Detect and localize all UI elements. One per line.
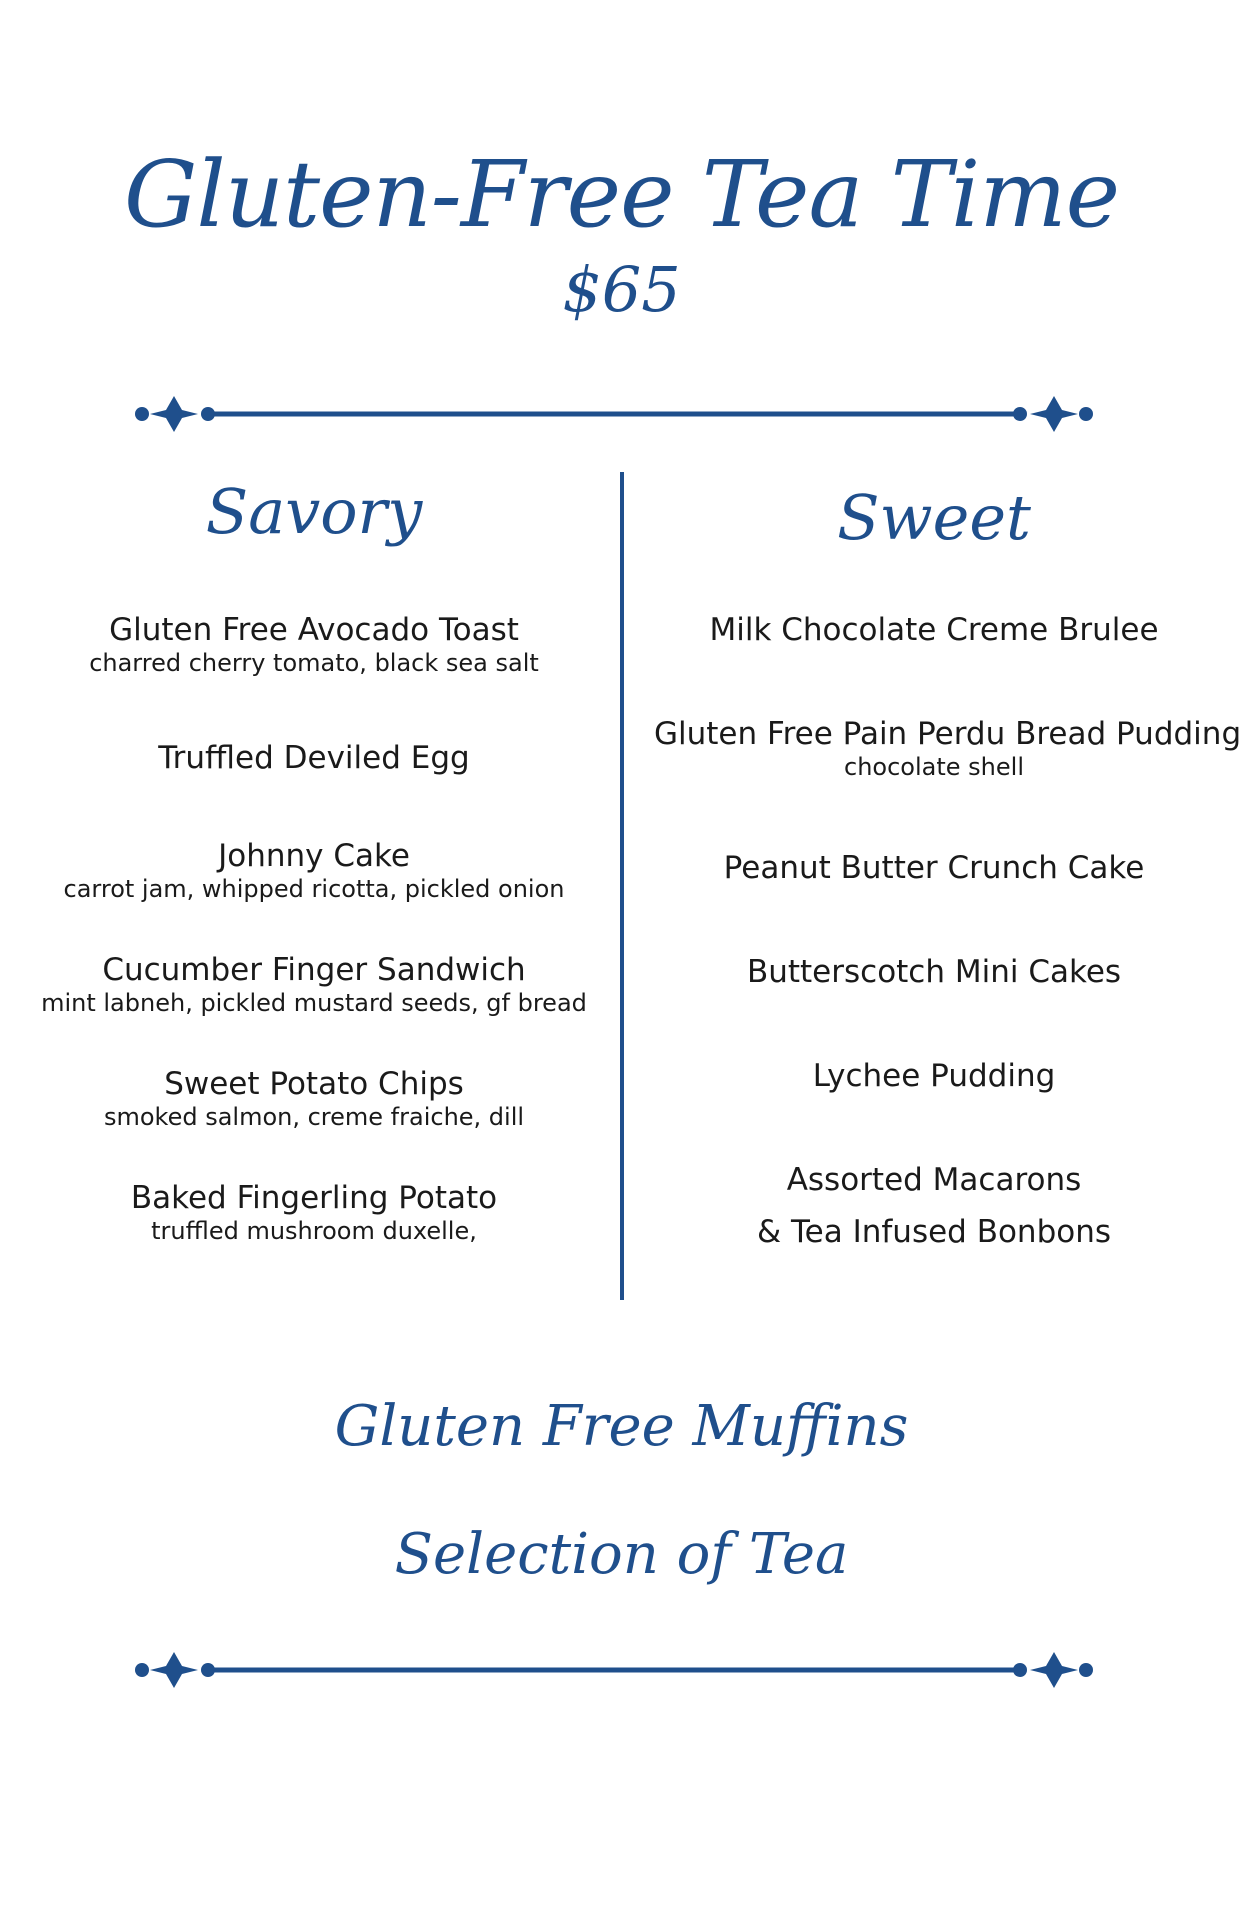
item-name: Baked Fingerling Potato [130,1180,498,1216]
menu-title: Gluten-Free Tea Time [123,141,1120,248]
item-description: chocolate shell [844,753,1024,781]
item-name: Gluten Free Avocado Toast [109,612,519,648]
list-item [654,1214,1214,1250]
list-item [34,838,594,904]
muffins-line: Gluten Free Muffins [334,1394,909,1459]
savory-heading: Savory [205,475,423,548]
item-name: Truffled Deviled Egg [158,740,470,776]
list-item [34,1180,594,1246]
sweet-heading: Sweet [837,481,1031,554]
list-item [34,952,594,1018]
list-item [34,612,594,678]
item-name: Sweet Potato Chips [164,1066,464,1102]
item-description: mint labneh, pickled mustard seeds, gf bread [41,989,587,1017]
sweet-column [654,0,1242,1920]
list-item [654,850,1214,886]
item-name: Peanut Butter Crunch Cake [723,850,1145,886]
item-description: charred cherry tomato, black sea salt [89,649,539,677]
menu-price: $65 [562,253,681,326]
list-item [654,716,1242,782]
list-item [34,740,594,776]
column-divider [620,472,624,1300]
item-name: Assorted Macarons [786,1162,1082,1198]
item-name: Johnny Cake [218,838,410,874]
item-name: Lychee Pudding [812,1058,1056,1094]
bottom-ornamental-divider [134,1652,1094,1688]
item-description: truffled mushroom duxelle, [151,1217,477,1245]
savory-column [34,0,594,1920]
item-name: Milk Chocolate Creme Brulee [709,612,1159,648]
item-name: & Tea Infused Bonbons [756,1214,1112,1250]
item-description: smoked salmon, creme fraiche, dill [103,1103,525,1131]
item-name: Gluten Free Pain Perdu Bread Pudding [654,716,1242,752]
item-name: Cucumber Finger Sandwich [102,952,526,988]
list-item [654,954,1214,990]
list-item [654,1162,1214,1198]
item-name: Butterscotch Mini Cakes [746,954,1122,990]
tea-line: Selection of Tea [394,1522,849,1587]
list-item [654,1058,1214,1094]
list-item [654,612,1214,648]
item-description: carrot jam, whipped ricotta, pickled onion [63,875,565,903]
list-item [34,1066,594,1132]
